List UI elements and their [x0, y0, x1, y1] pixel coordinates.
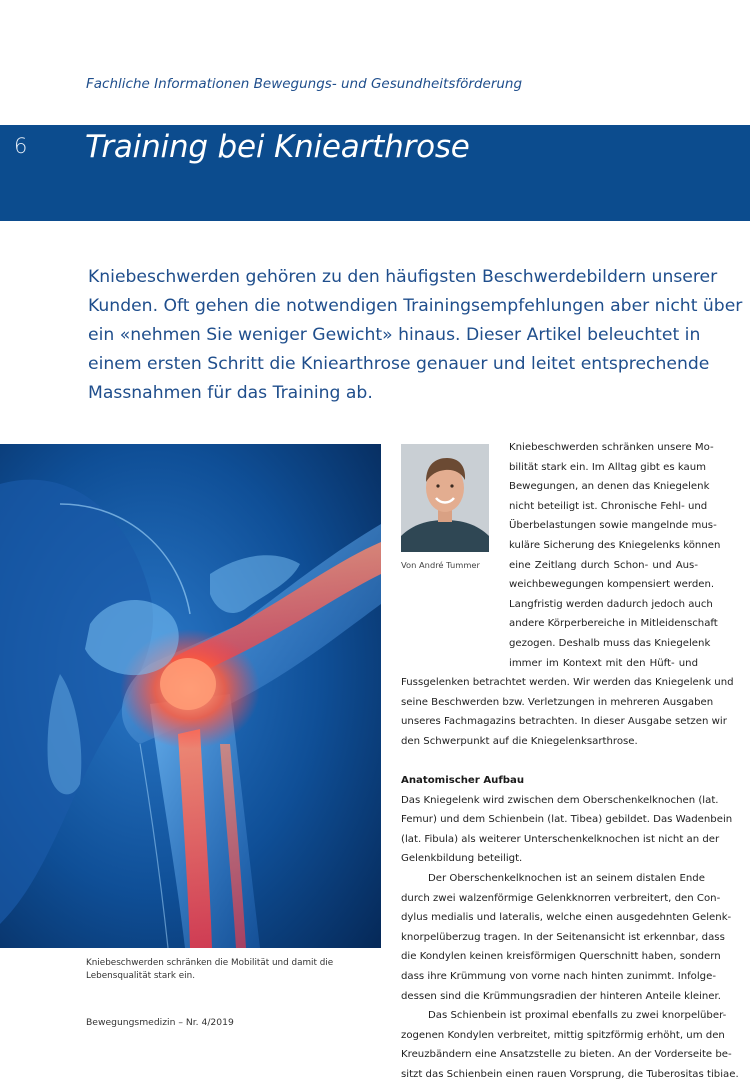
body-line: unseres Fachmagazins betrachten. In dieser Ausgabe setzen wir [401, 716, 727, 728]
lead-paragraph [88, 263, 743, 408]
body-line: Gelenkbildung beteiligt. [401, 853, 523, 865]
body-line: dass ihre Krümmung von vorne nach hinten zunimmt. Infolge- [401, 970, 716, 982]
body-line: Der Oberschenkelknochen ist an seinem distalen Ende [428, 872, 705, 884]
section-kicker: Fachliche Informationen Bewegungs- und Gesundheitsförderung [86, 76, 523, 92]
lead-line: Kunden. Oft gehen die notwendigen Trainingsempfehlungen aber nicht über [88, 296, 743, 316]
body-line: den Schwerpunkt auf die Kniegelenksarthrose. [401, 735, 638, 747]
body-line: Femur) und dem Schienbein (lat. Tibea) gebildet. Das Wadenbein [401, 814, 733, 826]
body-line: gezogen. Deshalb muss das Kniegelenk [509, 637, 711, 649]
knee-illustration [0, 444, 381, 948]
author-byline: Von André Tummer [401, 560, 480, 570]
body-line: Das Schienbein ist proximal ebenfalls zu zwei knorpelüber- [428, 1010, 727, 1022]
body-column-narrow [509, 438, 721, 673]
body-line: sitzt das Schienbein einen rauen Vorsprung, die Tuberositas tibiae. [401, 1068, 739, 1080]
body-line: Kreuzbändern eine Ansatzstelle zu bieten. An der Vorderseite be- [401, 1049, 732, 1061]
lead-line: einem ersten Schritt die Kniearthrose genauer und leitet entsprechende [88, 354, 710, 374]
body-line: weichbewegungen kompensiert werden. [509, 579, 715, 591]
body-line: dessen sind die Krümmungsradien der hinteren Anteile kleiner. [401, 990, 721, 1002]
body-line: seine Beschwerden bzw. Verletzungen in mehreren Ausgaben [401, 696, 714, 708]
body-line: bilität stark ein. Im Alltag gibt es kaum [509, 461, 707, 473]
body-line: (lat. Fibula) als weiterer Unterschenkelknochen ist nicht an der [401, 833, 720, 845]
illustration-caption: Kniebeschwerden schränken die Mobilität und damit die Lebensqualität stark ein. [86, 958, 334, 981]
body-line [401, 751, 698, 771]
body-line: Überbelastungen sowie mangelnde mus- [509, 520, 717, 532]
article-title: Training bei Kniearthrose [85, 129, 470, 165]
body-line: kuläre Sicherung des Kniegelenks können [509, 539, 721, 551]
body-line: immer im Kontext mit den Hüft- und [509, 657, 698, 669]
author-photo [401, 444, 489, 552]
body-line: dylus medialis und lateralis, welche einen ausgedehnten Gelenk- [401, 912, 732, 924]
body-line: durch zwei walzenförmige Gelenkknorren verbreitert, den Con- [401, 892, 721, 904]
body-line: die Kondylen keinen kreisförmigen Querschnitt haben, sondern [401, 951, 721, 963]
body-line: Langfristig werden dadurch jedoch auch [509, 598, 713, 610]
lead-line: ein «nehmen Sie weniger Gewicht» hinaus. Dieser Artikel beleuchtet in [88, 325, 701, 345]
body-line: zogenen Kondylen verbreitet, mittig spitzförmig erhöht, um den [401, 1029, 725, 1041]
body-column-wide [401, 673, 739, 1084]
lead-line: Kniebeschwerden gehören zu den häufigsten Beschwerdebildern unserer [88, 267, 718, 287]
title-banner [0, 125, 750, 221]
body-line: Das Kniegelenk wird zwischen dem Oberschenkelknochen (lat. [401, 794, 719, 806]
body-line: knorpelüberzug tragen. In der Seitenansicht ist erkennbar, dass [401, 931, 725, 943]
section-heading: Anatomischer Aufbau [401, 774, 525, 786]
body-line: andere Körperbereiche in Mitleidenschaft [509, 618, 718, 630]
page-number: 6 [14, 134, 28, 158]
body-line: nicht beteiligt ist. Chronische Fehl- und [509, 500, 708, 512]
body-line: Fussgelenken betrachtet werden. Wir werden das Kniegelenk und [401, 677, 734, 688]
body-line: Bewegungen, an denen das Kniegelenk [509, 481, 710, 493]
body-line: eine Zeitlang durch Schon- und Aus- [509, 559, 698, 571]
page-footer: Bewegungsmedizin – Nr. 4/2019 [86, 1017, 234, 1028]
lead-line: Massnahmen für das Training ab. [88, 383, 373, 403]
body-line: Kniebeschwerden schränken unsere Mo- [509, 442, 714, 453]
